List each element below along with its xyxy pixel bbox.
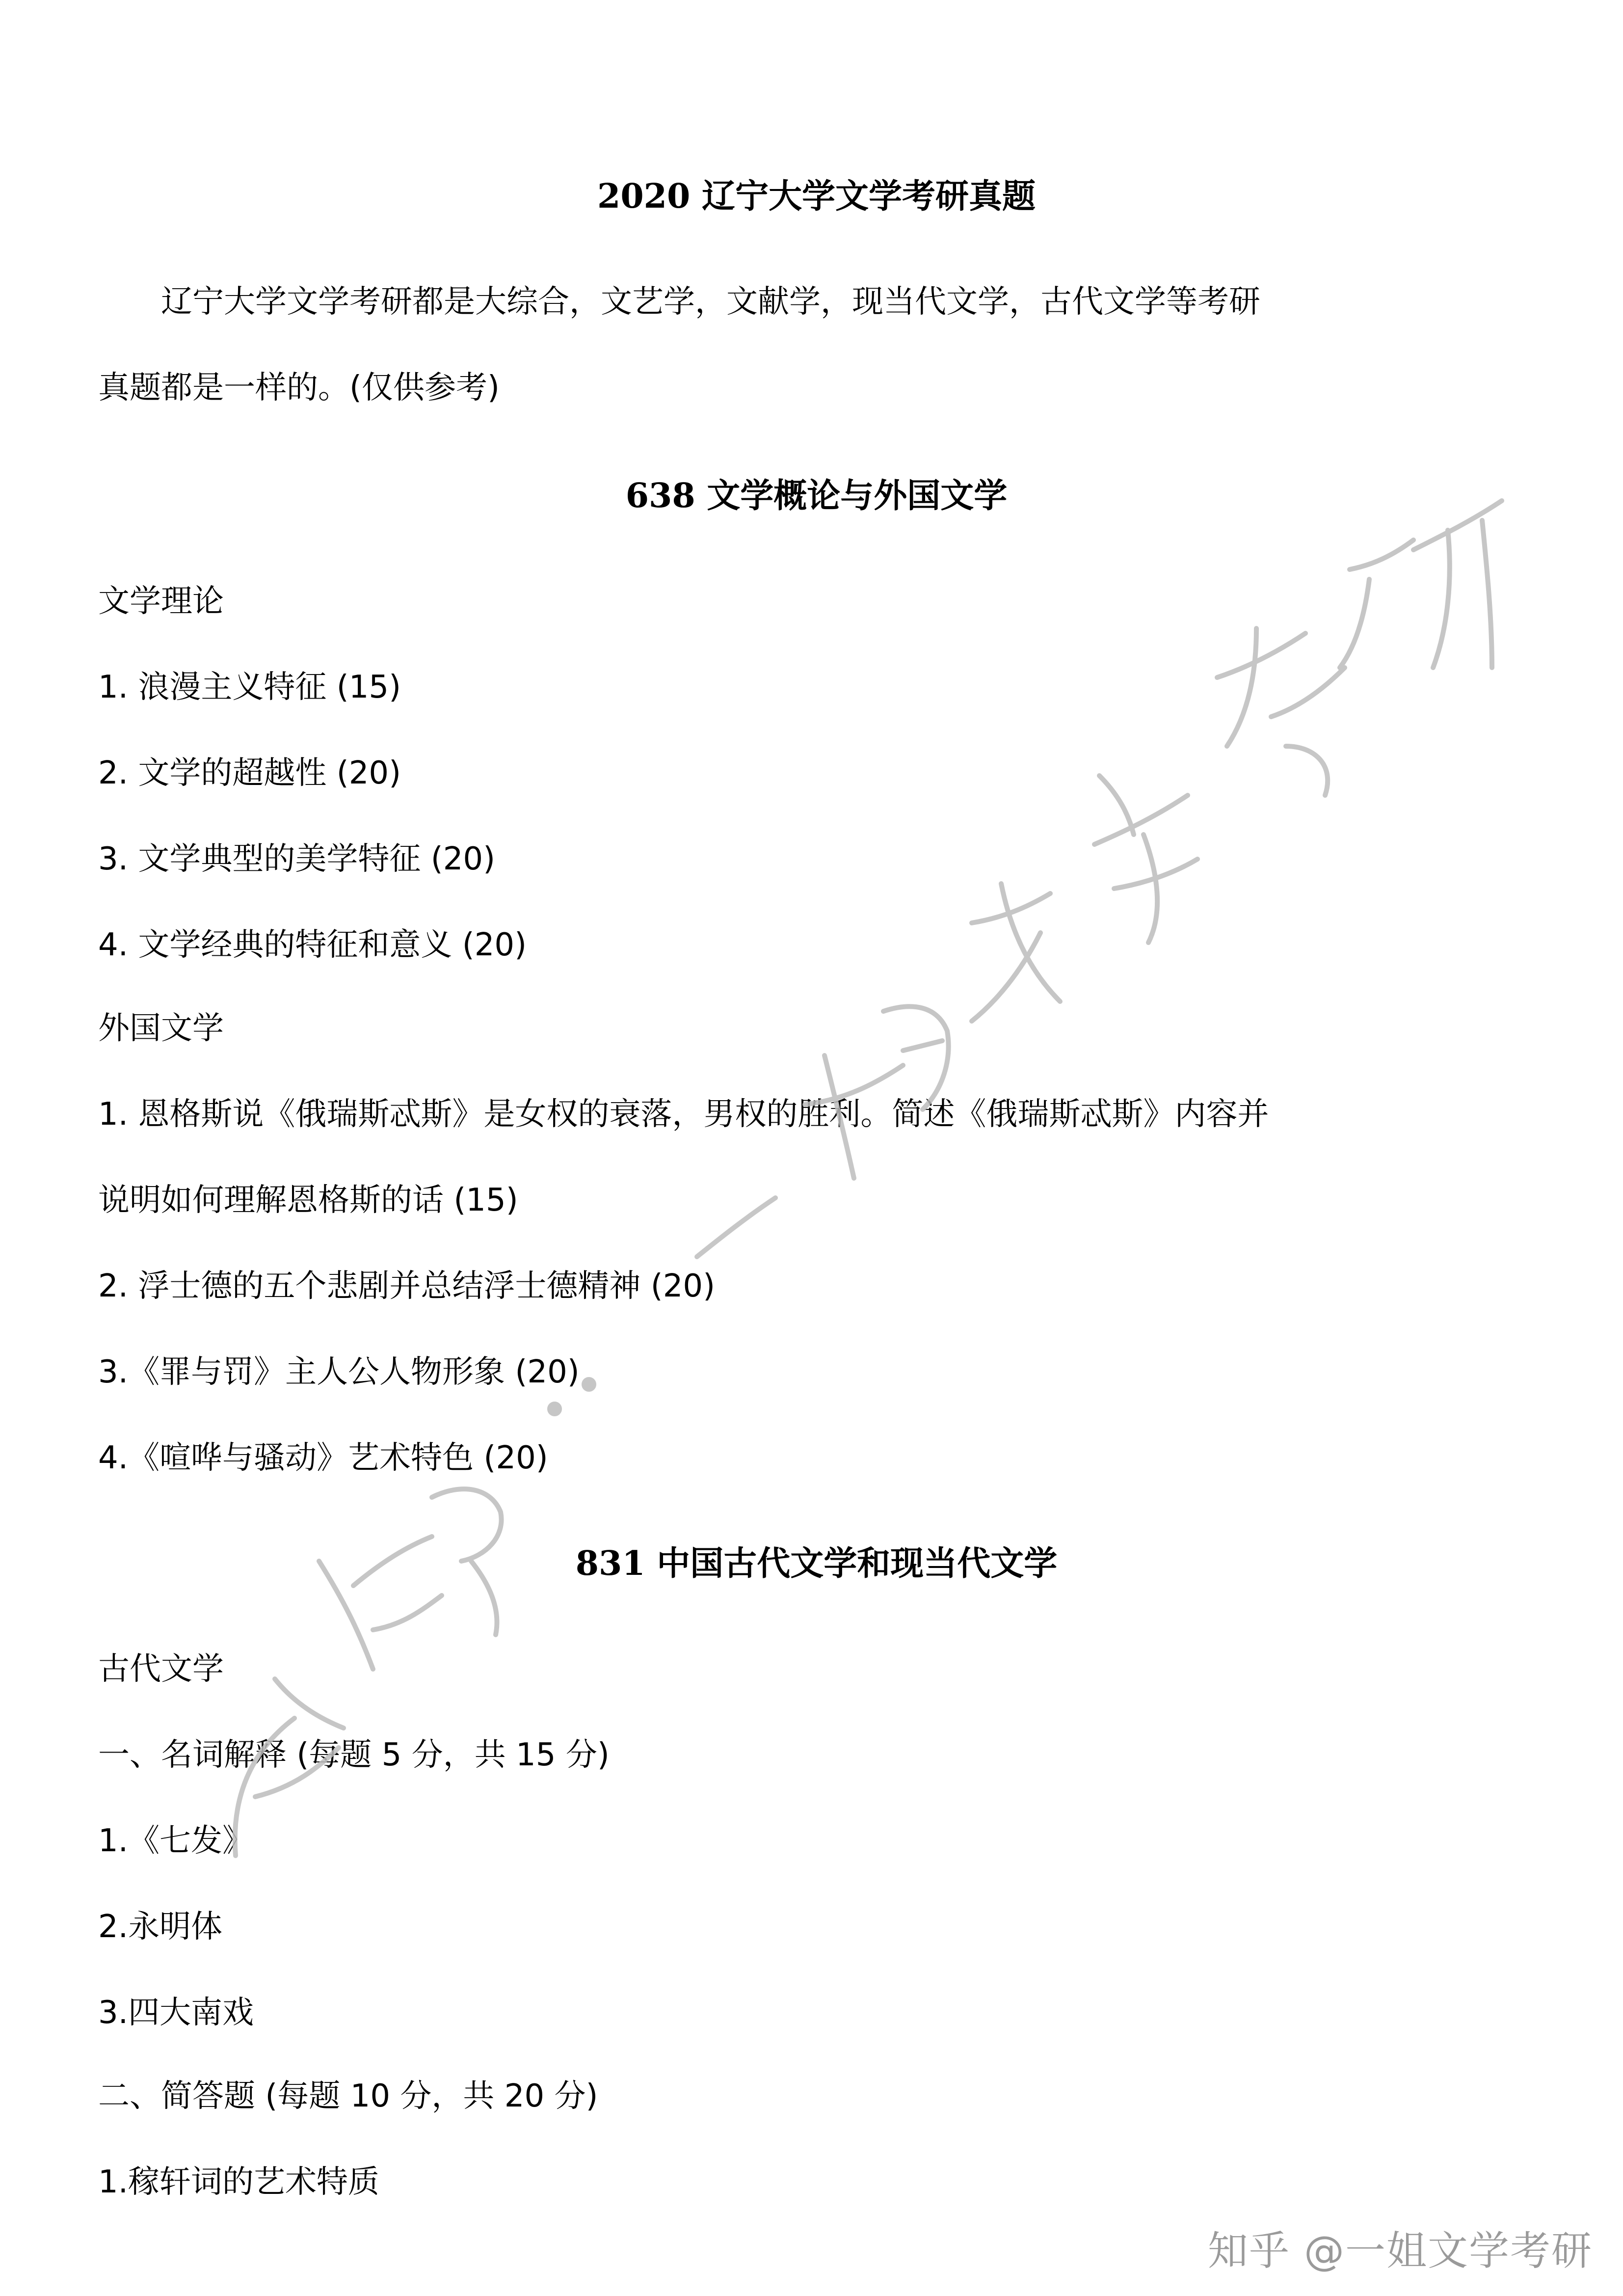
list-item: 1. 恩格斯说《俄瑞斯忒斯》是女权的衰落，男权的胜利。简述《俄瑞斯忒斯》内容并 — [98, 1096, 1269, 1133]
list-item: 3. 文学典型的美学特征 (20) — [98, 841, 496, 877]
list-item: 3.《罪与罚》主人公人物形象 (20) — [98, 1354, 580, 1390]
list-item: 2. 浮士德的五个悲剧并总结浮士德精神 (20) — [98, 1268, 716, 1304]
list-item: 1.《七发》 — [98, 1823, 254, 1859]
section-638-heading: 638 文学概论与外国文学 — [625, 476, 1008, 515]
list-item: 1.稼轩词的艺术特质 — [98, 2164, 380, 2200]
list-item-continuation: 说明如何理解恩格斯的话 (15) — [98, 1182, 518, 1218]
part-label-foreign-literature: 外国文学 — [98, 1010, 224, 1047]
list-item: 1. 浪漫主义特征 (15) — [98, 669, 401, 705]
section-831-heading: 831 中国古代文学和现当代文学 — [575, 1544, 1058, 1583]
intro-line-2: 真题都是一样的。(仅供参考) — [98, 370, 500, 406]
list-item: 4. 文学经典的特征和意义 (20) — [98, 927, 527, 963]
list-item: 4.《喧哗与骚动》艺术特色 (20) — [98, 1440, 548, 1476]
intro-line-1: 辽宁大学文学考研都是大综合，文艺学，文献学，现当代文学，古代文学等考研 — [161, 284, 1260, 320]
document-title: 2020 辽宁大学文学考研真题 — [597, 177, 1036, 216]
list-item: 2.永明体 — [98, 1909, 223, 1945]
question-1-title: 一、名词解释 (每题 5 分，共 15 分) — [98, 1737, 610, 1773]
question-2-title: 二、简答题 (每题 10 分，共 20 分) — [98, 2078, 598, 2114]
part-label-ancient-literature: 古代文学 — [98, 1651, 224, 1687]
footer-watermark: 知乎 @一姐文学考研 — [1207, 2228, 1593, 2274]
part-label-literary-theory: 文学理论 — [98, 583, 224, 620]
list-item: 2. 文学的超越性 (20) — [98, 755, 401, 791]
list-item: 3.四大南戏 — [98, 1995, 254, 2031]
